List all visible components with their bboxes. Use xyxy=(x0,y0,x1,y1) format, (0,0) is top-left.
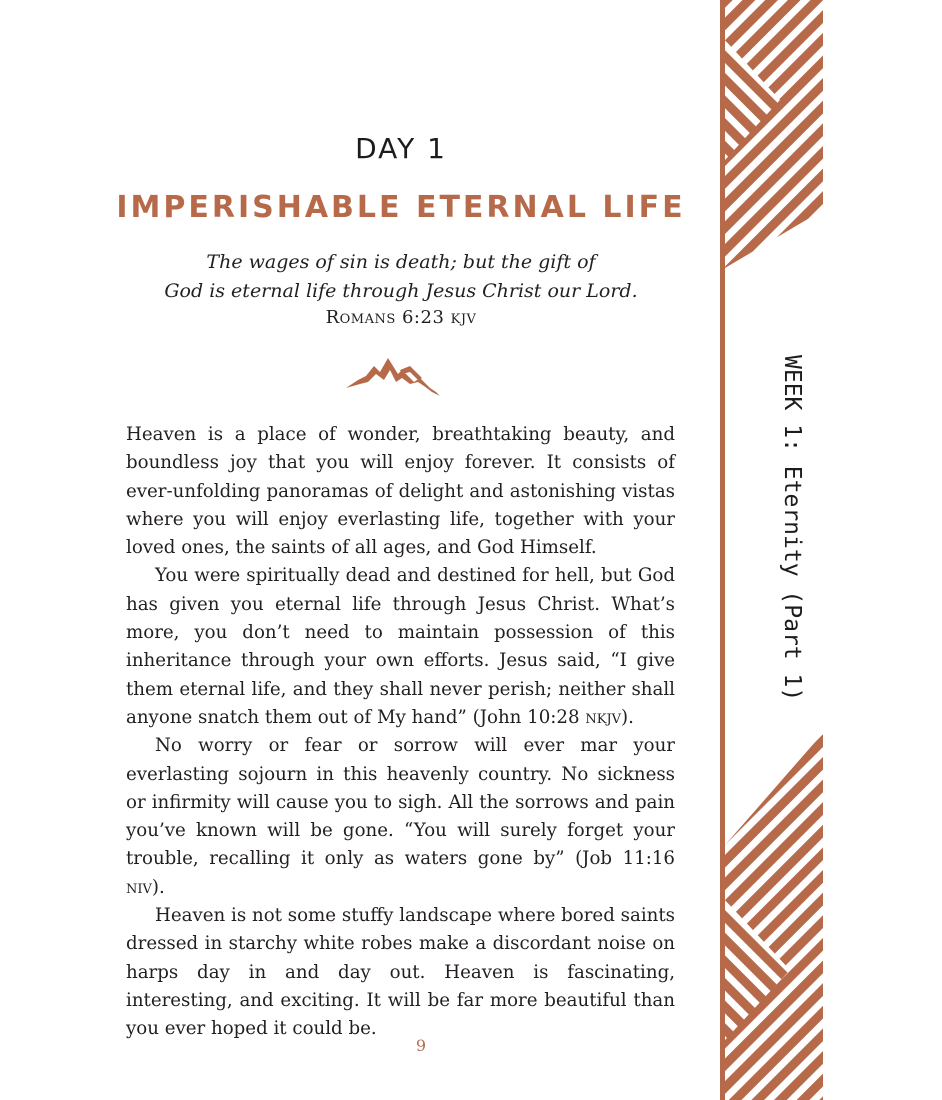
paragraph xyxy=(126,732,675,902)
paragraph: Heaven is a place of wonder, breathtaking beauty, and boundless joy that you will enjoy forever. It consists of ever-unfolding panoramas of delight and astonishing vistas where you will enjoy everlasting life, together with your loved ones, the saints of all ages, and God Himself. xyxy=(126,424,675,559)
scripture-verse xyxy=(0,248,802,306)
paragraph: Heaven is not some stuffy landscape where bored saints dressed in starchy white robes make a discordant noise on harps day in and day out. Heaven is fascinating, interesting, and exciting. It will be far more beautiful than you ever hoped it could be. xyxy=(126,905,675,1040)
body-text xyxy=(126,421,675,1044)
week-label: WEEK 1: Eternity (Part 1) xyxy=(779,355,805,702)
verse-line: God is eternal life through Jesus Christ our Lord. xyxy=(164,280,638,302)
paragraph xyxy=(126,562,675,732)
verse-reference: Romans 6:23 kjv xyxy=(325,307,477,328)
mountain-icon xyxy=(344,352,456,398)
day-heading: DAY 1 xyxy=(355,132,447,165)
paragraph-text: No worry or fear or sorrow will ever mar your everlasting sojourn in this heavenly country. No sickness or infirmity will cause you to sigh. All the sorrows and pain you’ve known will be gone. “You will surely forget your trouble, recalling it only as waters gone by” (Job 11:16 xyxy=(126,735,675,870)
chapter-title: IMPERISHABLE ETERNAL LIFE xyxy=(116,190,686,225)
bible-version: niv xyxy=(126,876,152,898)
paragraph-text: You were spiritually dead and destined for hell, but God has given you eternal life through Jesus Christ. What’s more, you don’t need to maintain possession of this inheritance through your own efforts. Jesus said, “I give them eternal life, and they shall never perish; neither shall anyone snatch them out of My hand” (John 10:28 xyxy=(126,565,675,728)
paragraph-text: ). xyxy=(621,706,634,728)
paragraph-text: ). xyxy=(151,876,165,898)
verse-line: The wages of sin is death; but the gift of xyxy=(206,251,596,273)
page-number: 9 xyxy=(415,1036,427,1055)
bible-version: nkjv xyxy=(585,706,622,728)
